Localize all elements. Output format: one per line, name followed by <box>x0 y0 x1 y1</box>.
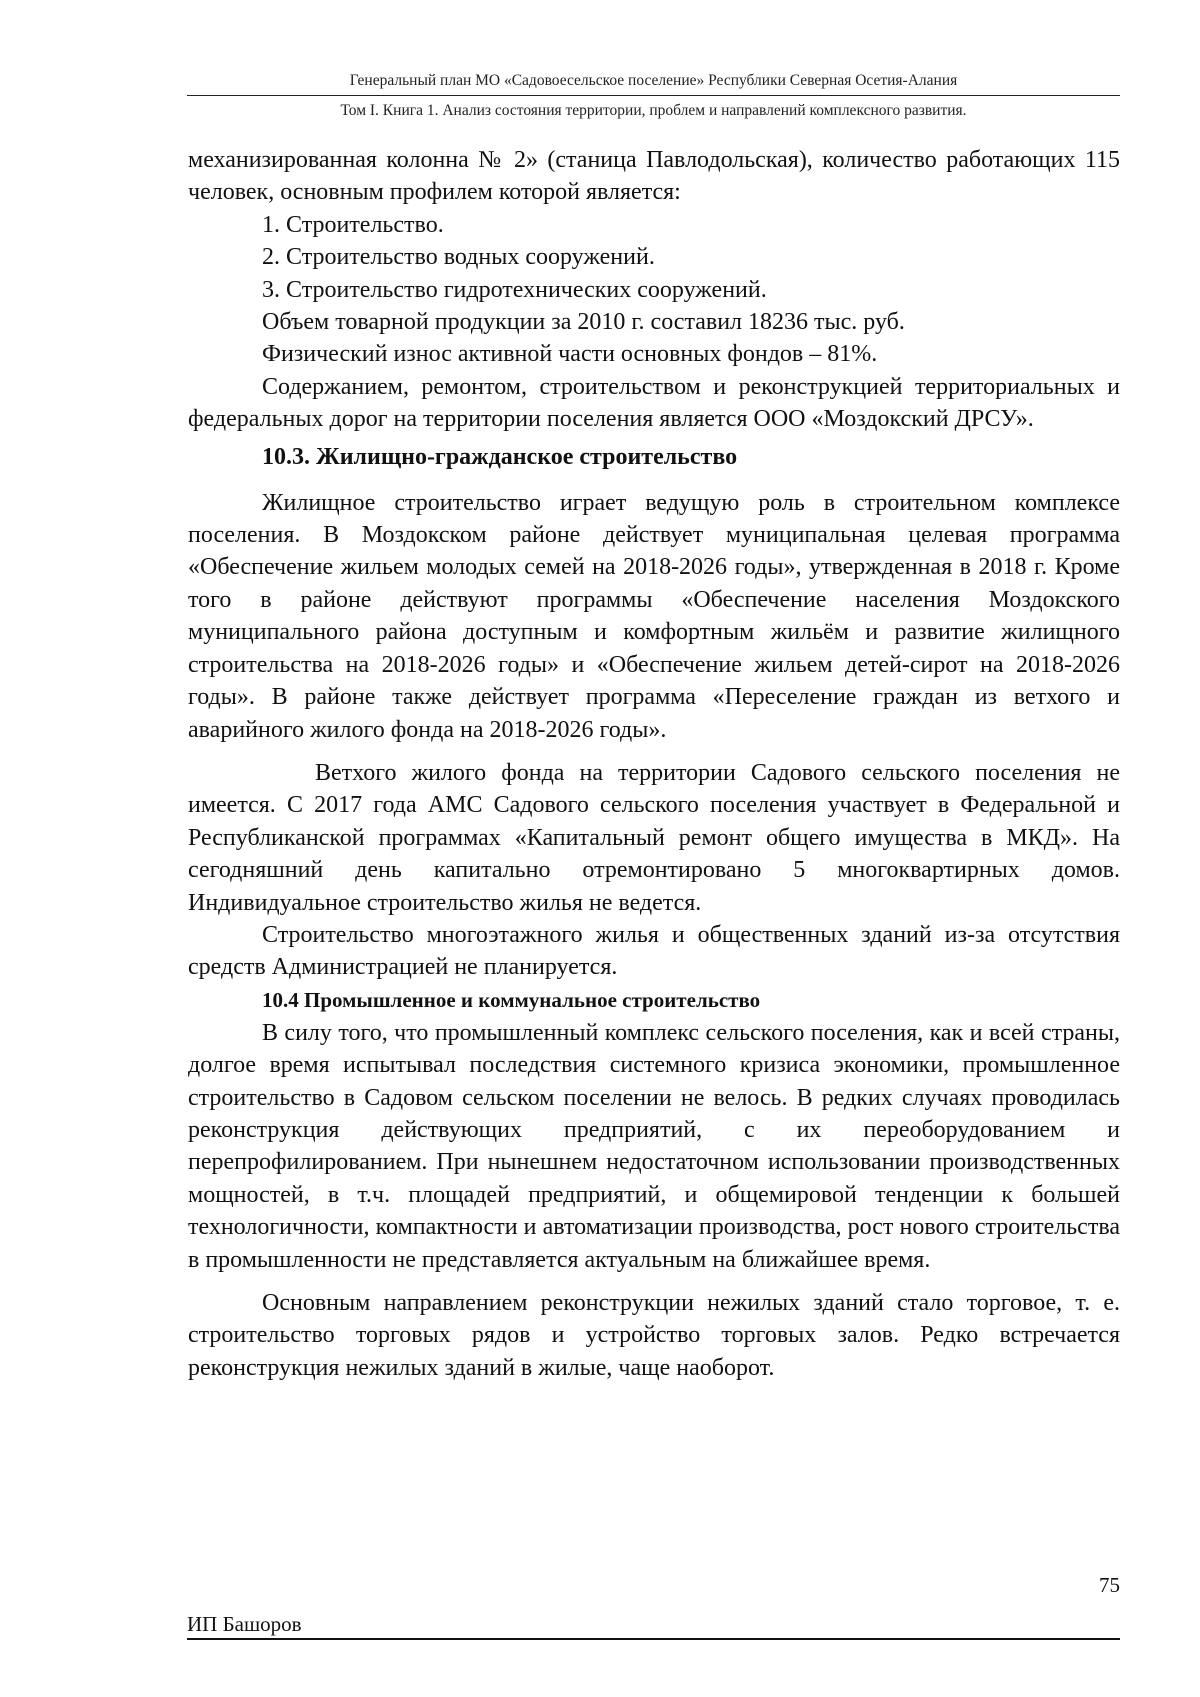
footer-rule <box>187 1638 1120 1640</box>
paragraph-dilapidated-housing: Ветхого жилого фонда на территории Садового сельского поселения не имеется. С 2017 года АМС Садового сельского поселения участвует в Федеральной и Республиканской программах «Капитальный ремонт общего имущества в МКД». На сегодняшний день капитально отремонтировано 5 многоквартирных домов. Индивидуальное строительство жилья не ведется. <box>188 759 1120 916</box>
running-header-subtitle: Том I. Книга 1. Анализ состояния территории, проблем и направлений комплексного развития. <box>340 102 967 119</box>
paragraph-continuation: механизированная колонна № 2» (станица Павлодольская), количество работающих 115 человек, основным профилем которой является: <box>188 147 1120 206</box>
paragraph-multistorey: Строительство многоэтажного жилья и общественных зданий из-за отсутствия средств Администрацией не планируется. <box>188 921 1120 981</box>
paragraph-roads: Содержанием, ремонтом, строительством и реконструкцией территориальных и федеральных дорог на территории поселения является ООО «Моздокский ДРСУ». <box>188 373 1120 433</box>
header-rule <box>187 95 1120 96</box>
paragraph-housing-programs: Жилищное строительство играет ведущую роль в строительном комплексе поселения. В Моздокском районе действует муниципальная целевая программа «Обеспечение жильем молодых семей на 2018-2026 годы», утвержденная в 2018 г. Кроме того в районе действуют программы «Обеспечение населения Моздокского муниципального района доступным и комфортным жильём и развитие жилищного строительства на 2018-2026 годы» и «Обеспечение жильем детей-сирот на 2018-2026 годы». В районе также действует программа «Переселение граждан из ветхого и аварийного жилого фонда на 2018-2026 годы». <box>188 489 1120 743</box>
list-item: 1. Строительство. <box>262 211 444 238</box>
footer-author: ИП Башоров <box>187 1612 302 1636</box>
paragraph-reconstruction: Основным направлением реконструкции нежилых зданий стало торговое, т. е. строительство торговых рядов и устройство торговых залов. Редко встречается реконструкция нежилых зданий в жилые, чаще наоборот. <box>188 1290 1120 1381</box>
running-header-title: Генеральный план МО «Садовоесельское поселение» Республики Северная Осетия-Алания <box>349 72 958 89</box>
section-heading-10-3: 10.3. Жилищно-гражданское строительство <box>262 443 738 470</box>
page-number: 75 <box>1099 1573 1120 1597</box>
paragraph-depreciation: Физический износ активной части основных фондов – 81%. <box>262 341 878 368</box>
section-heading-10-4: 10.4 Промышленное и коммунальное строительство <box>262 987 761 1012</box>
paragraph-production-volume: Объем товарной продукции за 2010 г. составил 18236 тыс. руб. <box>262 309 905 336</box>
paragraph-industrial: В силу того, что промышленный комплекс сельского поселения, как и всей страны, долгое время испытывал последствия системного кризиса экономики, промышленное строительство в Садовом сельском поселении не велось. В редких случаях проводилась реконструкция действующих предприятий, с их переоборудованием и перепрофилированием. При нынешнем недостаточном использовании производственных мощностей, в т.ч. площадей предприятий, и общемировой тенденции к большей технологичности, компактности и автоматизации производства, рост нового строительства в промышленности не представляется актуальным на ближайшее время. <box>188 1019 1120 1273</box>
document-body <box>188 144 1120 1384</box>
list-item: 2. Строительство водных сооружений. <box>262 244 655 271</box>
list-item: 3. Строительство гидротехнических сооружений. <box>262 276 767 303</box>
